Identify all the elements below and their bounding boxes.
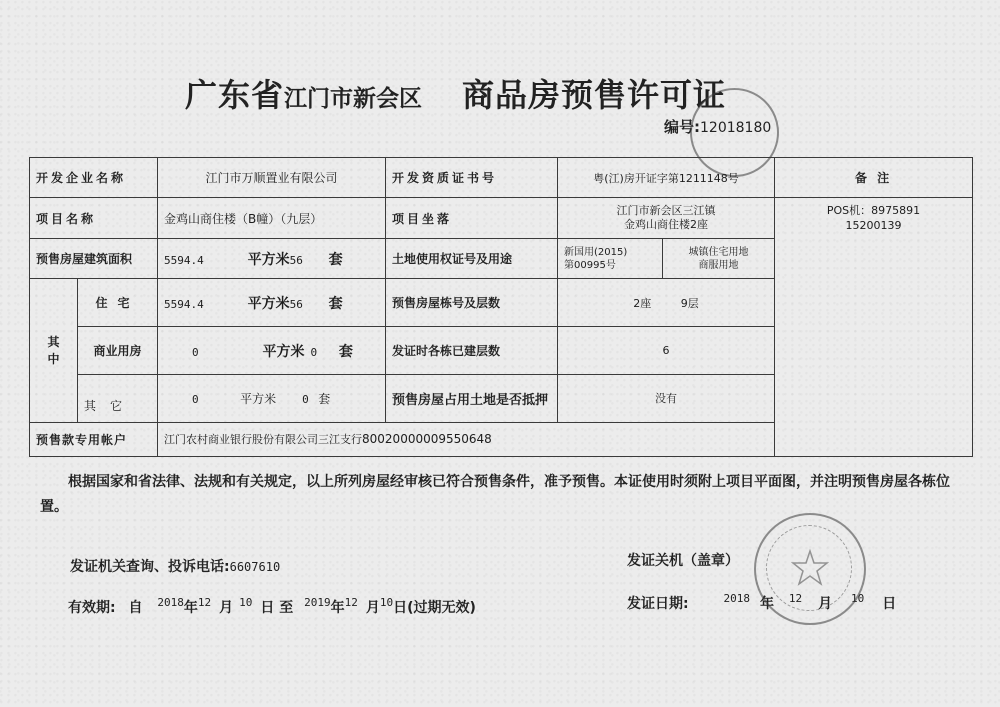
- account-label: 预售款专用帐户: [30, 422, 158, 456]
- start-month-char: 月: [219, 600, 234, 616]
- residential-label: 住宅: [78, 279, 158, 327]
- residential-suites-value: 56: [289, 297, 303, 311]
- issue-year: 2018: [723, 592, 750, 605]
- presale-suites-value: 56: [289, 253, 303, 267]
- presale-area-label: 预售房屋建筑面积: [30, 238, 158, 278]
- validity-from: 自: [128, 600, 143, 616]
- contact-line: [70, 556, 280, 576]
- end-day-char: 日: [393, 600, 408, 616]
- buildings-cell: [558, 279, 775, 327]
- commercial-suites-value: 0: [310, 345, 318, 359]
- seal-star-icon: [756, 515, 864, 623]
- validity-to: 至: [279, 600, 294, 616]
- land-use-cell: [663, 238, 775, 278]
- location-label: 项目坐落: [386, 198, 558, 238]
- start-month: 12: [197, 596, 212, 609]
- other-cell: [158, 375, 386, 423]
- land-cert-line-1: 新国用(2015): [564, 246, 628, 258]
- built-floors-label: 发证时各栋已建层数: [386, 327, 558, 375]
- permit-number-label: 编号:: [664, 118, 700, 136]
- account-number: 80020000009550648: [362, 432, 492, 447]
- land-cert-line-2: 第00995号: [564, 259, 616, 271]
- remarks-value-line-1: POS机：8975891: [826, 204, 921, 218]
- developer-value: 江门市万顺置业有限公司: [158, 158, 386, 198]
- residential-cell: [158, 279, 386, 327]
- issue-date-label: 发证日期:: [627, 596, 689, 612]
- project-label: 项目名称: [30, 198, 158, 238]
- account-bank: 江门农村商业银行股份有限公司三江支行: [164, 433, 363, 447]
- presale-area-value: 5594.4: [164, 253, 204, 267]
- presale-area-unit: 平方米: [247, 251, 290, 268]
- mortgage-value: 没有: [558, 375, 775, 423]
- residential-area-unit: 平方米: [247, 295, 290, 312]
- issue-day: 10: [850, 592, 865, 605]
- title-province: 广东省: [185, 76, 285, 114]
- building-number: 2座: [633, 296, 652, 310]
- table-row: [30, 198, 973, 238]
- qualification-label: 开发资质证书号: [386, 158, 558, 198]
- remarks-label: 备 注: [775, 158, 973, 198]
- building-floors: 9层: [680, 296, 699, 310]
- location-value: [558, 198, 775, 238]
- other-area-value: 0: [192, 392, 199, 406]
- presale-area-cell: [158, 238, 386, 278]
- contact-value: 6607610: [229, 560, 281, 574]
- residential-suites-unit: 套: [328, 295, 343, 312]
- land-cert-cell: [558, 238, 663, 278]
- project-value: 金鸡山商住楼（B幢）（九层）: [158, 198, 386, 238]
- title-doc-name: 商品房预售许可证: [462, 76, 727, 114]
- validity-line: [68, 596, 476, 617]
- title-district: 江门市新会区: [284, 86, 423, 112]
- land-use-line-2: 商服用地: [698, 259, 739, 271]
- validity-label: 有效期:: [68, 600, 116, 616]
- end-year-char: 年: [330, 600, 345, 616]
- permit-table: [29, 157, 973, 457]
- built-floors-value: 6: [558, 327, 775, 375]
- document-title: [185, 70, 726, 116]
- official-seal-bottom: [754, 513, 866, 625]
- mortgage-label: 预售房屋占用土地是否抵押: [386, 375, 558, 423]
- location-value-line-1: 江门市新会区三江镇: [616, 204, 716, 218]
- issue-year-char: 年: [759, 596, 774, 612]
- among-label: 其中: [30, 279, 78, 423]
- certificate-note: 根据国家和省法律、法规和有关规定，以上所列房屋经审核已符合预售条件，准予预售。本证使用时须附上项目平面图，并注明预售房屋各栋位置。: [40, 474, 950, 516]
- expired-note: (过期无效): [407, 600, 476, 616]
- issue-month-char: 月: [818, 596, 833, 612]
- location-value-line-2: 金鸡山商住楼2座: [624, 218, 709, 232]
- other-suites-unit: 套: [318, 391, 331, 406]
- land-label: 土地使用权证号及用途: [386, 238, 558, 278]
- contact-label: 发证机关查询、投诉电话:: [70, 559, 230, 575]
- issue-month: 12: [788, 592, 803, 605]
- start-year: 2018: [157, 596, 184, 609]
- end-month-char: 月: [365, 600, 380, 616]
- remarks-value-line-2: 15200139: [845, 218, 902, 232]
- end-month: 12: [344, 596, 358, 609]
- account-cell: [158, 422, 775, 456]
- commercial-area-unit: 平方米: [262, 343, 305, 360]
- permit-number-value: 12018180: [700, 120, 772, 136]
- commercial-area-value: 0: [192, 345, 199, 359]
- start-year-char: 年: [183, 600, 198, 616]
- residential-area-value: 5594.4: [164, 297, 204, 311]
- issue-day-char: 日: [882, 596, 897, 612]
- start-day-char: 日: [260, 600, 275, 616]
- issuer-label: 发证关机（盖章）: [627, 553, 739, 569]
- commercial-suites-unit: 套: [338, 343, 353, 360]
- end-year: 2019: [304, 596, 331, 609]
- commercial-label: 商业用房: [78, 327, 158, 375]
- qualification-value: 粤(江)房开证字第1211148号: [558, 158, 775, 198]
- start-day: 10: [239, 596, 253, 609]
- commercial-cell: [158, 327, 386, 375]
- other-suites-value: 0: [302, 392, 309, 406]
- other-label: 其它: [78, 375, 158, 423]
- table-row: [30, 158, 973, 198]
- developer-label: 开发企业名称: [30, 158, 158, 198]
- end-day: 10: [379, 596, 394, 609]
- buildings-label: 预售房屋栋号及层数: [386, 279, 558, 327]
- remarks-cell: [775, 198, 973, 457]
- presale-suites-unit: 套: [328, 251, 343, 268]
- land-use-line-1: 城镇住宅用地: [688, 246, 749, 258]
- other-area-unit: 平方米: [240, 391, 277, 406]
